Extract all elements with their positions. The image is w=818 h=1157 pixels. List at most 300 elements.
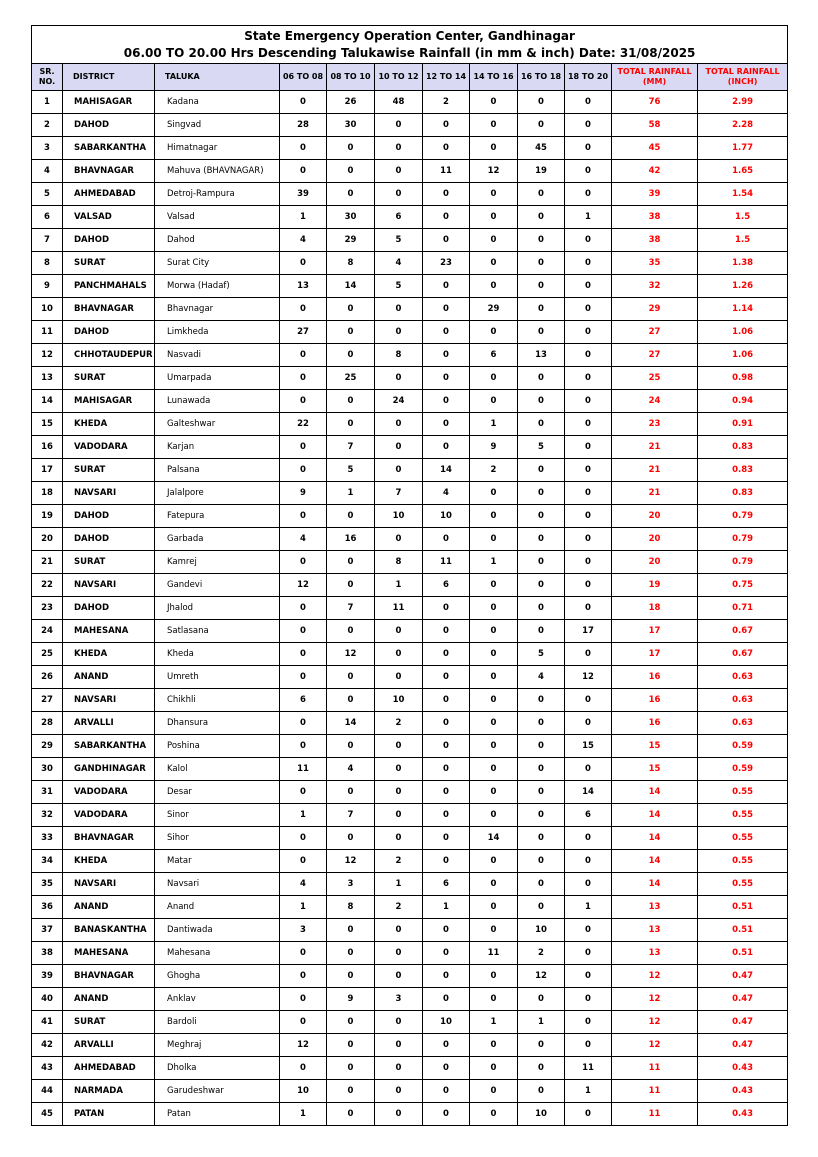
slot-value-cell: 0 [565,1034,612,1057]
slot-value-cell: 0 [327,781,375,804]
slot-value-cell: 14 [470,827,518,850]
slot-value-cell: 0 [280,827,327,850]
slot-value-cell: 0 [280,735,327,758]
slot-value-cell: 23 [423,252,470,275]
total-mm-cell: 38 [612,206,698,229]
slot-value-cell: 39 [280,183,327,206]
table-body [32,91,788,1126]
rainfall-report [31,25,787,1126]
district-cell: ARVALLI [63,712,155,735]
slot-value-cell: 0 [518,321,565,344]
slot-value-cell: 14 [423,459,470,482]
taluka-cell: Chikhli [155,689,280,712]
slot-value-cell: 0 [518,275,565,298]
taluka-cell: Dantiwada [155,919,280,942]
sr-cell: 17 [32,459,63,482]
table-row [32,459,788,482]
slot-value-cell: 0 [518,367,565,390]
district-cell: BHAVNAGAR [63,827,155,850]
taluka-cell: Sinor [155,804,280,827]
slot-value-cell: 0 [565,275,612,298]
district-cell: MAHESANA [63,942,155,965]
slot-value-cell: 0 [327,942,375,965]
district-cell: NAVSARI [63,482,155,505]
slot-value-cell: 12 [280,1034,327,1057]
total-mm-cell: 25 [612,367,698,390]
slot-value-cell: 0 [470,137,518,160]
slot-value-cell: 0 [518,804,565,827]
table-row [32,1080,788,1103]
slot-value-cell: 0 [518,1057,565,1080]
taluka-cell: Singvad [155,114,280,137]
total-mm-cell: 14 [612,850,698,873]
slot-value-cell: 0 [280,988,327,1011]
sr-cell: 9 [32,275,63,298]
slot-value-cell: 45 [518,137,565,160]
slot-value-cell: 5 [327,459,375,482]
slot-value-cell: 2 [375,712,423,735]
slot-value-cell: 0 [423,781,470,804]
total-inch-cell: 0.55 [698,827,788,850]
slot-value-cell: 0 [565,1103,612,1126]
district-cell: PATAN [63,1103,155,1126]
slot-value-cell: 0 [375,666,423,689]
district-cell: BHAVNAGAR [63,965,155,988]
slot-value-cell: 0 [470,735,518,758]
taluka-cell: Satlasana [155,620,280,643]
total-mm-cell: 45 [612,137,698,160]
table-row [32,206,788,229]
slot-value-cell: 29 [327,229,375,252]
slot-value-cell: 0 [375,758,423,781]
total-mm-cell: 13 [612,942,698,965]
taluka-cell: Himatnagar [155,137,280,160]
slot-value-cell: 2 [518,942,565,965]
district-cell: DAHOD [63,528,155,551]
slot-value-cell: 1 [565,896,612,919]
taluka-cell: Garbada [155,528,280,551]
slot-value-cell: 0 [470,183,518,206]
district-cell: SURAT [63,551,155,574]
slot-value-cell: 0 [423,206,470,229]
sr-cell: 27 [32,689,63,712]
slot-value-cell: 0 [518,574,565,597]
total-mm-cell: 11 [612,1103,698,1126]
taluka-cell: Karjan [155,436,280,459]
table-row [32,942,788,965]
total-mm-cell: 17 [612,620,698,643]
district-cell: ANAND [63,666,155,689]
slot-value-cell: 1 [470,1011,518,1034]
sr-cell: 31 [32,781,63,804]
slot-value-cell: 10 [423,1011,470,1034]
slot-value-cell: 4 [375,252,423,275]
taluka-cell: Jalalpore [155,482,280,505]
total-inch-cell: 0.71 [698,597,788,620]
slot-value-cell: 0 [565,321,612,344]
slot-value-cell: 0 [470,574,518,597]
district-cell: NARMADA [63,1080,155,1103]
slot-value-cell: 0 [280,643,327,666]
total-mm-cell: 13 [612,919,698,942]
report-title [32,26,788,64]
total-inch-cell: 1.77 [698,137,788,160]
district-cell: DAHOD [63,321,155,344]
district-cell: MAHISAGAR [63,390,155,413]
slot-value-cell: 0 [565,919,612,942]
slot-value-cell: 14 [327,275,375,298]
slot-value-cell: 8 [327,896,375,919]
slot-value-cell: 14 [565,781,612,804]
sr-cell: 38 [32,942,63,965]
slot-value-cell: 0 [470,643,518,666]
header-total-inch: TOTAL RAINFALL (INCH) [698,64,788,91]
sr-cell: 22 [32,574,63,597]
header-slot-06-08: 06 TO 08 [280,64,327,91]
slot-value-cell: 0 [518,91,565,114]
slot-value-cell: 4 [423,482,470,505]
total-mm-cell: 14 [612,827,698,850]
slot-value-cell: 0 [470,758,518,781]
slot-value-cell: 0 [327,1034,375,1057]
slot-value-cell: 0 [518,689,565,712]
taluka-cell: Dahod [155,229,280,252]
slot-value-cell: 0 [327,1080,375,1103]
taluka-cell: Dholka [155,1057,280,1080]
slot-value-cell: 2 [423,91,470,114]
slot-value-cell: 0 [423,1080,470,1103]
slot-value-cell: 0 [565,367,612,390]
slot-value-cell: 0 [280,850,327,873]
slot-value-cell: 0 [375,919,423,942]
slot-value-cell: 0 [470,321,518,344]
district-cell: MAHESANA [63,620,155,643]
slot-value-cell: 12 [518,965,565,988]
slot-value-cell: 0 [423,229,470,252]
total-mm-cell: 20 [612,505,698,528]
slot-value-cell: 0 [375,781,423,804]
header-slot-10-12: 10 TO 12 [375,64,423,91]
slot-value-cell: 0 [565,482,612,505]
slot-value-cell: 10 [423,505,470,528]
slot-value-cell: 6 [375,206,423,229]
district-cell: KHEDA [63,413,155,436]
total-mm-cell: 38 [612,229,698,252]
slot-value-cell: 0 [280,1057,327,1080]
slot-value-cell: 0 [423,827,470,850]
slot-value-cell: 2 [470,459,518,482]
header-slot-12-14: 12 TO 14 [423,64,470,91]
slot-value-cell: 0 [423,597,470,620]
total-inch-cell: 1.06 [698,344,788,367]
total-mm-cell: 16 [612,712,698,735]
sr-cell: 2 [32,114,63,137]
sr-cell: 26 [32,666,63,689]
total-inch-cell: 0.51 [698,942,788,965]
slot-value-cell: 12 [565,666,612,689]
slot-value-cell: 0 [470,482,518,505]
slot-value-cell: 0 [423,114,470,137]
rainfall-table [31,25,788,1126]
slot-value-cell: 0 [565,298,612,321]
taluka-cell: Gandevi [155,574,280,597]
total-inch-cell: 1.14 [698,298,788,321]
total-inch-cell: 2.28 [698,114,788,137]
slot-value-cell: 0 [327,137,375,160]
slot-value-cell: 0 [565,436,612,459]
slot-value-cell: 0 [280,712,327,735]
district-cell: VALSAD [63,206,155,229]
header-sr-no: SR. NO. [32,64,63,91]
slot-value-cell: 0 [327,735,375,758]
total-mm-cell: 11 [612,1057,698,1080]
sr-cell: 33 [32,827,63,850]
table-row [32,160,788,183]
slot-value-cell: 7 [375,482,423,505]
sr-cell: 20 [32,528,63,551]
district-cell: NAVSARI [63,689,155,712]
taluka-cell: Bardoli [155,1011,280,1034]
total-mm-cell: 12 [612,988,698,1011]
sr-cell: 37 [32,919,63,942]
table-row [32,390,788,413]
total-inch-cell: 0.43 [698,1057,788,1080]
total-inch-cell: 0.47 [698,965,788,988]
sr-cell: 43 [32,1057,63,1080]
total-inch-cell: 0.59 [698,758,788,781]
slot-value-cell: 0 [423,1057,470,1080]
slot-value-cell: 0 [565,850,612,873]
slot-value-cell: 0 [280,252,327,275]
total-mm-cell: 18 [612,597,698,620]
slot-value-cell: 10 [518,919,565,942]
slot-value-cell: 0 [565,689,612,712]
total-mm-cell: 58 [612,114,698,137]
slot-value-cell: 0 [565,827,612,850]
total-inch-cell: 0.67 [698,643,788,666]
taluka-cell: Dhansura [155,712,280,735]
slot-value-cell: 0 [518,1034,565,1057]
total-mm-cell: 32 [612,275,698,298]
total-mm-cell: 27 [612,344,698,367]
slot-value-cell: 0 [327,965,375,988]
total-mm-cell: 39 [612,183,698,206]
total-inch-cell: 0.83 [698,482,788,505]
slot-value-cell: 1 [470,551,518,574]
slot-value-cell: 0 [470,229,518,252]
slot-value-cell: 0 [327,620,375,643]
slot-value-cell: 0 [423,689,470,712]
slot-value-cell: 0 [565,252,612,275]
slot-value-cell: 0 [375,436,423,459]
slot-value-cell: 0 [565,114,612,137]
slot-value-cell: 0 [280,344,327,367]
slot-value-cell: 1 [375,574,423,597]
total-mm-cell: 16 [612,666,698,689]
slot-value-cell: 0 [375,367,423,390]
slot-value-cell: 0 [375,114,423,137]
table-row [32,1057,788,1080]
slot-value-cell: 5 [518,436,565,459]
slot-value-cell: 25 [327,367,375,390]
taluka-cell: Kamrej [155,551,280,574]
sr-cell: 39 [32,965,63,988]
slot-value-cell: 0 [518,482,565,505]
slot-value-cell: 10 [375,505,423,528]
slot-value-cell: 1 [423,896,470,919]
slot-value-cell: 0 [518,712,565,735]
total-inch-cell: 0.51 [698,896,788,919]
slot-value-cell: 0 [423,436,470,459]
sr-cell: 6 [32,206,63,229]
slot-value-cell: 5 [375,275,423,298]
slot-value-cell: 0 [327,551,375,574]
district-cell: VADODARA [63,781,155,804]
slot-value-cell: 0 [423,275,470,298]
total-mm-cell: 29 [612,298,698,321]
slot-value-cell: 0 [565,459,612,482]
slot-value-cell: 0 [375,528,423,551]
total-mm-cell: 15 [612,758,698,781]
sr-cell: 30 [32,758,63,781]
table-row [32,873,788,896]
table-row [32,298,788,321]
total-inch-cell: 0.43 [698,1080,788,1103]
district-cell: VADODARA [63,436,155,459]
slot-value-cell: 0 [518,298,565,321]
slot-value-cell: 0 [470,896,518,919]
sr-cell: 13 [32,367,63,390]
slot-value-cell: 0 [518,114,565,137]
taluka-cell: Nasvadi [155,344,280,367]
slot-value-cell: 6 [280,689,327,712]
sr-cell: 44 [32,1080,63,1103]
total-mm-cell: 12 [612,1034,698,1057]
slot-value-cell: 28 [280,114,327,137]
sr-cell: 36 [32,896,63,919]
slot-value-cell: 0 [565,528,612,551]
slot-value-cell: 10 [518,1103,565,1126]
total-mm-cell: 14 [612,873,698,896]
slot-value-cell: 14 [327,712,375,735]
district-cell: SABARKANTHA [63,137,155,160]
table-row [32,643,788,666]
slot-value-cell: 11 [423,551,470,574]
slot-value-cell: 0 [518,781,565,804]
slot-value-cell: 0 [470,873,518,896]
slot-value-cell: 0 [423,298,470,321]
slot-value-cell: 0 [565,551,612,574]
slot-value-cell: 9 [327,988,375,1011]
district-cell: ANAND [63,988,155,1011]
slot-value-cell: 1 [280,1103,327,1126]
slot-value-cell: 1 [470,413,518,436]
table-row [32,252,788,275]
taluka-cell: Lunawada [155,390,280,413]
slot-value-cell: 19 [518,160,565,183]
taluka-cell: Kalol [155,758,280,781]
slot-value-cell: 0 [423,137,470,160]
total-inch-cell: 1.26 [698,275,788,298]
taluka-cell: Kheda [155,643,280,666]
table-row [32,436,788,459]
district-cell: AHMEDABAD [63,1057,155,1080]
district-cell: SURAT [63,459,155,482]
slot-value-cell: 6 [565,804,612,827]
slot-value-cell: 29 [470,298,518,321]
district-cell: SURAT [63,252,155,275]
header-taluka: TALUKA [155,64,280,91]
total-mm-cell: 13 [612,896,698,919]
slot-value-cell: 0 [423,344,470,367]
total-inch-cell: 0.51 [698,919,788,942]
table-row [32,183,788,206]
slot-value-cell: 0 [518,528,565,551]
slot-value-cell: 1 [375,873,423,896]
slot-value-cell: 0 [280,597,327,620]
slot-value-cell: 12 [470,160,518,183]
total-mm-cell: 12 [612,1011,698,1034]
slot-value-cell: 0 [470,252,518,275]
sr-cell: 42 [32,1034,63,1057]
slot-value-cell: 0 [565,758,612,781]
slot-value-cell: 0 [280,551,327,574]
table-row [32,965,788,988]
table-row [32,896,788,919]
slot-value-cell: 0 [518,459,565,482]
district-cell: BHAVNAGAR [63,160,155,183]
slot-value-cell: 0 [375,137,423,160]
district-cell: ANAND [63,896,155,919]
district-cell: DAHOD [63,597,155,620]
table-row [32,91,788,114]
slot-value-cell: 0 [518,551,565,574]
slot-value-cell: 0 [327,298,375,321]
slot-value-cell: 0 [423,390,470,413]
total-mm-cell: 76 [612,91,698,114]
slot-value-cell: 0 [327,666,375,689]
total-mm-cell: 15 [612,735,698,758]
total-inch-cell: 1.65 [698,160,788,183]
total-inch-cell: 0.55 [698,804,788,827]
slot-value-cell: 1 [327,482,375,505]
slot-value-cell: 0 [518,758,565,781]
slot-value-cell: 0 [565,712,612,735]
taluka-cell: Surat City [155,252,280,275]
slot-value-cell: 30 [327,206,375,229]
table-row [32,735,788,758]
total-mm-cell: 20 [612,551,698,574]
slot-value-cell: 22 [280,413,327,436]
slot-value-cell: 0 [565,988,612,1011]
slot-value-cell: 27 [280,321,327,344]
slot-value-cell: 0 [280,666,327,689]
total-inch-cell: 1.5 [698,229,788,252]
slot-value-cell: 0 [280,436,327,459]
total-inch-cell: 0.79 [698,528,788,551]
header-slot-18-20: 18 TO 20 [565,64,612,91]
total-inch-cell: 1.54 [698,183,788,206]
total-inch-cell: 0.91 [698,413,788,436]
slot-value-cell: 0 [470,1080,518,1103]
sr-cell: 21 [32,551,63,574]
district-cell: CHHOTAUDEPUR [63,344,155,367]
total-inch-cell: 0.55 [698,781,788,804]
sr-cell: 8 [32,252,63,275]
slot-value-cell: 0 [565,505,612,528]
slot-value-cell: 6 [423,873,470,896]
district-cell: SABARKANTHA [63,735,155,758]
